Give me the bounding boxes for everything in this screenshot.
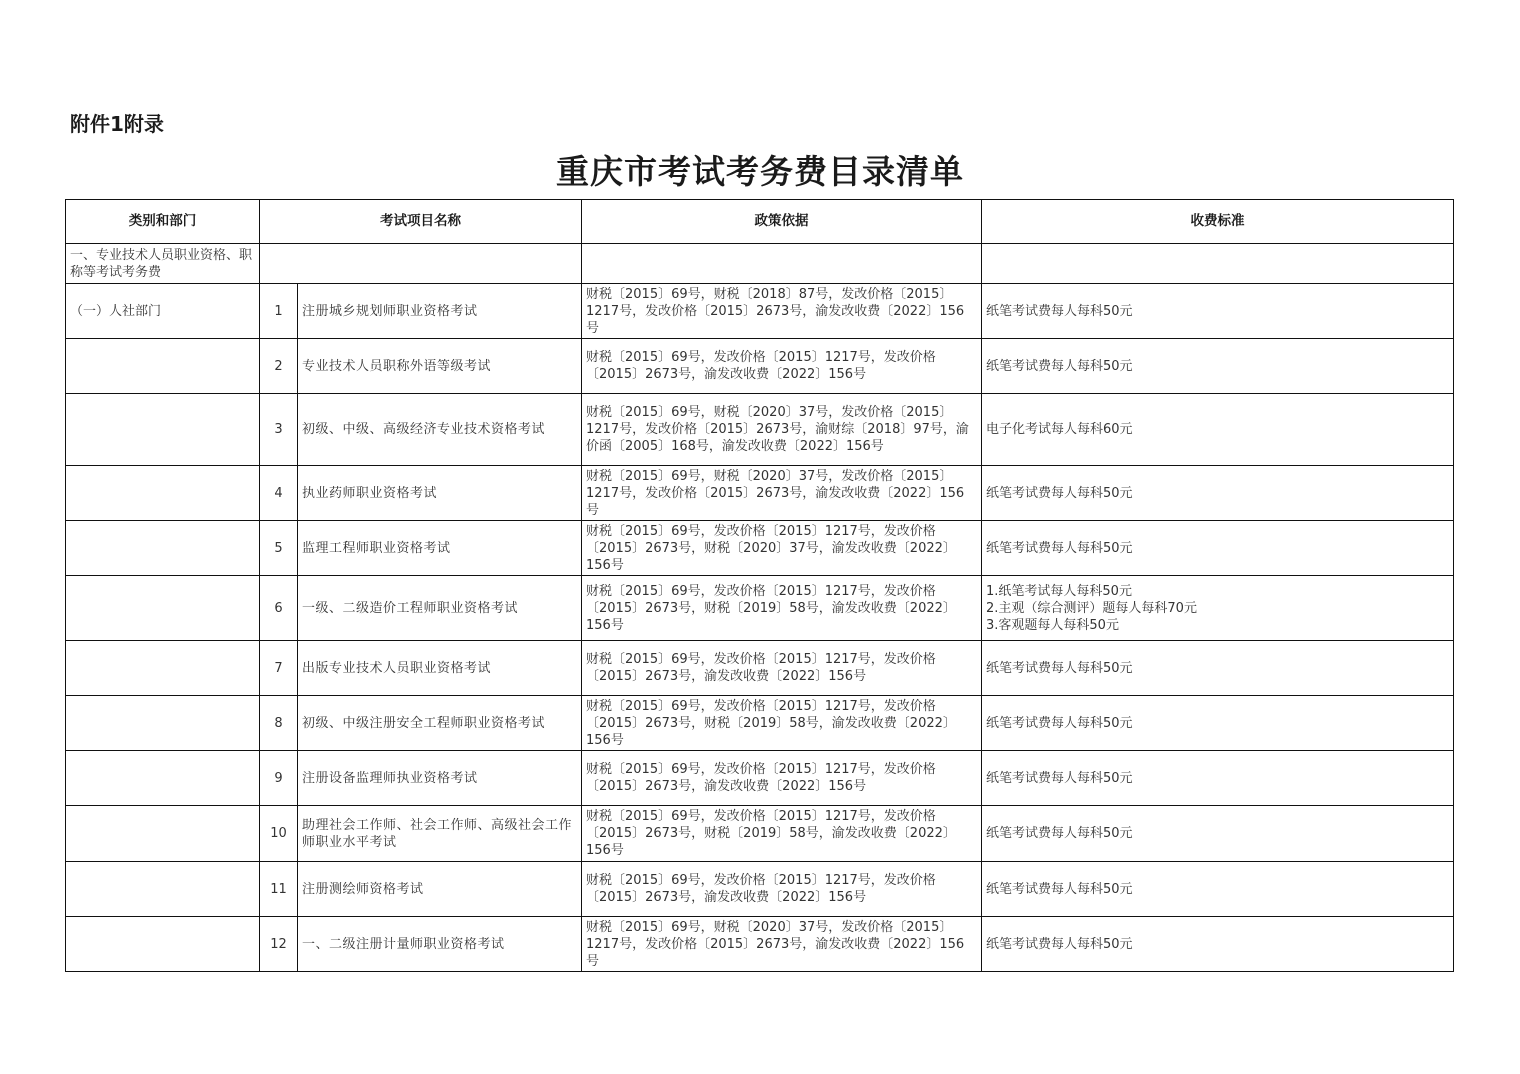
- row-exam-name: 初级、中级注册安全工程师职业资格考试: [298, 696, 582, 751]
- section-label: 一、专业技术人员职业资格、职称等考试考务费: [66, 244, 260, 284]
- fee-table: [65, 199, 1454, 972]
- row-policy-basis: 财税〔2015〕69号，财税〔2020〕37号，发改价格〔2015〕1217号，发改价格〔2015〕2673号，渝财综〔2018〕97号，渝价函〔2005〕168号，渝发改收费〔2022〕156号: [582, 394, 982, 466]
- row-exam-name: 监理工程师职业资格考试: [298, 521, 582, 576]
- header-row: [66, 200, 1454, 244]
- section-row: [66, 244, 1454, 284]
- row-fee-standard: 纸笔考试费每人每科50元: [982, 641, 1454, 696]
- table-row: [66, 641, 1454, 696]
- row-number: 8: [260, 696, 298, 751]
- row-fee-standard: 纸笔考试费每人每科50元: [982, 284, 1454, 339]
- table-row: [66, 576, 1454, 641]
- row-policy-basis: 财税〔2015〕69号，财税〔2018〕87号，发改价格〔2015〕1217号，发改价格〔2015〕2673号，渝发改收费〔2022〕156号: [582, 284, 982, 339]
- row-policy-basis: 财税〔2015〕69号，发改价格〔2015〕1217号，发改价格〔2015〕2673号，财税〔2019〕58号，渝发改收费〔2022〕156号: [582, 576, 982, 641]
- row-category: [66, 521, 260, 576]
- row-exam-name: 初级、中级、高级经济专业技术资格考试: [298, 394, 582, 466]
- row-policy-basis: 财税〔2015〕69号，发改价格〔2015〕1217号，发改价格〔2015〕2673号，渝发改收费〔2022〕156号: [582, 751, 982, 806]
- row-policy-basis: 财税〔2015〕69号，发改价格〔2015〕1217号，发改价格〔2015〕2673号，渝发改收费〔2022〕156号: [582, 862, 982, 917]
- row-category: [66, 466, 260, 521]
- row-fee-standard: 纸笔考试费每人每科50元: [982, 862, 1454, 917]
- header-category: 类别和部门: [66, 200, 260, 244]
- section-empty-policy: [582, 244, 982, 284]
- row-fee-standard: 纸笔考试费每人每科50元: [982, 917, 1454, 972]
- row-number: 2: [260, 339, 298, 394]
- row-category: （一）人社部门: [66, 284, 260, 339]
- row-number: 7: [260, 641, 298, 696]
- table-row: [66, 806, 1454, 862]
- table-row: [66, 696, 1454, 751]
- row-exam-name: 执业药师职业资格考试: [298, 466, 582, 521]
- row-policy-basis: 财税〔2015〕69号，发改价格〔2015〕1217号，发改价格〔2015〕2673号，渝发改收费〔2022〕156号: [582, 339, 982, 394]
- row-category: [66, 339, 260, 394]
- row-number: 12: [260, 917, 298, 972]
- row-policy-basis: 财税〔2015〕69号，财税〔2020〕37号，发改价格〔2015〕1217号，发改价格〔2015〕2673号，渝发改收费〔2022〕156号: [582, 917, 982, 972]
- row-category: [66, 917, 260, 972]
- row-exam-name: 一级、二级造价工程师职业资格考试: [298, 576, 582, 641]
- row-exam-name: 注册设备监理师执业资格考试: [298, 751, 582, 806]
- row-fee-standard: 电子化考试每人每科60元: [982, 394, 1454, 466]
- section-empty-fee: [982, 244, 1454, 284]
- table-row: [66, 284, 1454, 339]
- header-exam-name: 考试项目名称: [260, 200, 582, 244]
- row-number: 3: [260, 394, 298, 466]
- row-category: [66, 576, 260, 641]
- row-category: [66, 862, 260, 917]
- header-fee: 收费标准: [982, 200, 1454, 244]
- attachment-label: 附件1附录: [70, 112, 164, 136]
- table-row: [66, 339, 1454, 394]
- row-fee-standard: 纸笔考试费每人每科50元: [982, 339, 1454, 394]
- header-policy: 政策依据: [582, 200, 982, 244]
- table-row: [66, 521, 1454, 576]
- row-category: [66, 641, 260, 696]
- section-empty-name: [260, 244, 582, 284]
- row-exam-name: 一、二级注册计量师职业资格考试: [298, 917, 582, 972]
- row-fee-standard: 纸笔考试费每人每科50元: [982, 806, 1454, 862]
- row-number: 1: [260, 284, 298, 339]
- row-number: 10: [260, 806, 298, 862]
- table-row: [66, 751, 1454, 806]
- table-row: [66, 862, 1454, 917]
- row-exam-name: 助理社会工作师、社会工作师、高级社会工作师职业水平考试: [298, 806, 582, 862]
- row-fee-standard: 纸笔考试费每人每科50元: [982, 751, 1454, 806]
- row-category: [66, 806, 260, 862]
- table-row: [66, 466, 1454, 521]
- row-policy-basis: 财税〔2015〕69号，财税〔2020〕37号，发改价格〔2015〕1217号，发改价格〔2015〕2673号，渝发改收费〔2022〕156号: [582, 466, 982, 521]
- row-fee-standard: 纸笔考试费每人每科50元: [982, 521, 1454, 576]
- table-row: [66, 394, 1454, 466]
- row-number: 11: [260, 862, 298, 917]
- row-category: [66, 696, 260, 751]
- table-row: [66, 917, 1454, 972]
- row-exam-name: 出版专业技术人员职业资格考试: [298, 641, 582, 696]
- row-number: 5: [260, 521, 298, 576]
- row-policy-basis: 财税〔2015〕69号，发改价格〔2015〕1217号，发改价格〔2015〕2673号，财税〔2019〕58号，渝发改收费〔2022〕156号: [582, 806, 982, 862]
- row-category: [66, 394, 260, 466]
- row-fee-standard: 纸笔考试费每人每科50元: [982, 466, 1454, 521]
- row-category: [66, 751, 260, 806]
- row-exam-name: 注册测绘师资格考试: [298, 862, 582, 917]
- row-fee-standard: 1.纸笔考试每人每科50元 2.主观（综合测评）题每人每科70元 3.客观题每人每科50元: [982, 576, 1454, 641]
- row-policy-basis: 财税〔2015〕69号，发改价格〔2015〕1217号，发改价格〔2015〕2673号，财税〔2019〕58号，渝发改收费〔2022〕156号: [582, 696, 982, 751]
- row-policy-basis: 财税〔2015〕69号，发改价格〔2015〕1217号，发改价格〔2015〕2673号，财税〔2020〕37号，渝发改收费〔2022〕156号: [582, 521, 982, 576]
- row-number: 9: [260, 751, 298, 806]
- row-policy-basis: 财税〔2015〕69号，发改价格〔2015〕1217号，发改价格〔2015〕2673号，渝发改收费〔2022〕156号: [582, 641, 982, 696]
- row-number: 4: [260, 466, 298, 521]
- row-number: 6: [260, 576, 298, 641]
- row-fee-standard: 纸笔考试费每人每科50元: [982, 696, 1454, 751]
- row-exam-name: 专业技术人员职称外语等级考试: [298, 339, 582, 394]
- document-title: 重庆市考试考务费目录清单: [556, 152, 964, 191]
- row-exam-name: 注册城乡规划师职业资格考试: [298, 284, 582, 339]
